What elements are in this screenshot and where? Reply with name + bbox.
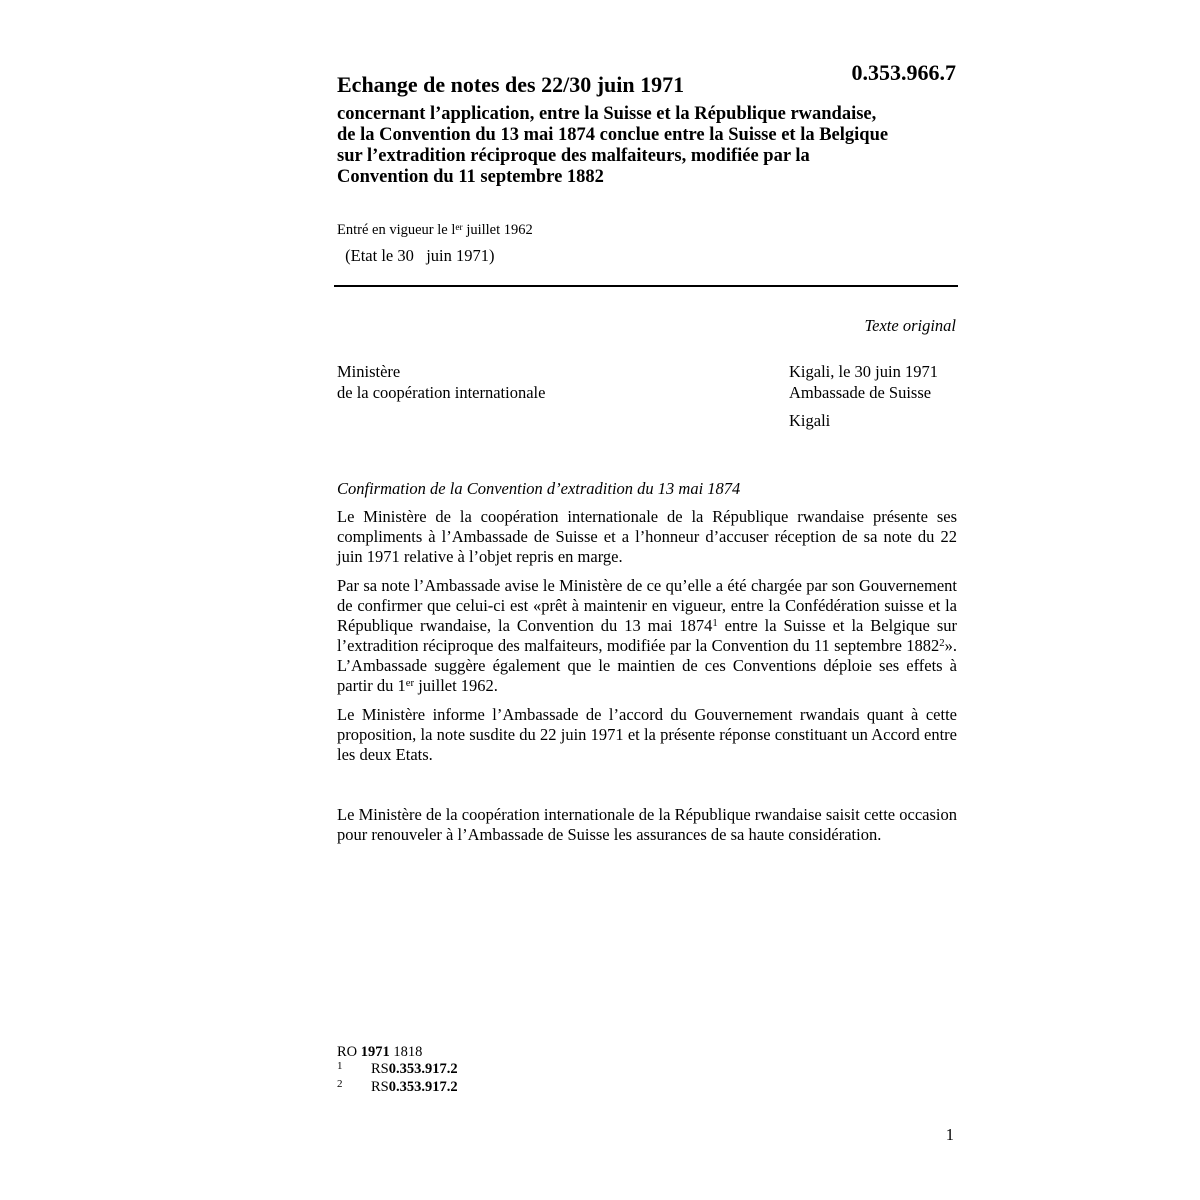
entry-into-force (337, 222, 957, 239)
status-date: (Etat le 30 juin 1971) (341, 246, 495, 265)
footnote-ref[interactable]: 0.353.917.2 (388, 1061, 458, 1077)
sender-line: Ministère (337, 362, 401, 381)
subtitle-line: concernant l’application, entre la Suisse et la République rwandaise, (337, 104, 877, 124)
footnote-prefix: RS (371, 1079, 389, 1095)
paragraph-2-text: Par sa note l’Ambassade avise le Ministère de ce qu’elle a été chargée par son Gouvernement de confirmer que celui-ci est «prêt à maintenir en vigueur, entre la Confédération suisse et la République rwandaise, la Convention du 13 mai 1874 (337, 576, 957, 635)
ro-page: 1818 (389, 1044, 423, 1060)
rs-number: 0.353.966.7 (851, 60, 956, 85)
recipient-city: Kigali (789, 411, 831, 430)
ro-reference (337, 1044, 957, 1061)
subtitle-line: de la Convention du 13 mai 1874 conclue entre la Suisse et la Belgique (337, 125, 889, 145)
paragraph-2-text: entre la Suisse et la Belgique sur l’extradition réciproque des malfaiteurs, modifiée par la Convention du 11 septembre 1882 (337, 616, 957, 655)
footnote-number: 2 (337, 1078, 343, 1090)
footnote-prefix: RS (371, 1061, 389, 1077)
subtitle-line: sur l’extradition réciproque des malfaiteurs, modifiée par la (337, 146, 810, 166)
paragraph-2-text: ». L’Ambassade suggère également que le maintien de ces Conventions déploie ses effets à partir du 1 (337, 636, 957, 695)
footnote-number: 1 (337, 1060, 343, 1072)
entry-suffix: juillet 1962 (462, 222, 533, 238)
header-divider (334, 285, 958, 287)
footnote-1 (337, 1061, 957, 1079)
subtitle-line: Convention du 11 septembre 1882 (337, 167, 604, 187)
document-title: Echange de notes des 22/30 juin 1971 (337, 72, 685, 97)
ro-year: 1971 (360, 1044, 390, 1060)
entry-prefix: Entré en vigueur le l (337, 222, 456, 238)
paragraph-4: Le Ministère de la coopération internationale de la République rwandaise saisit cette occasion pour renouveler à l’Ambassade de Suisse les assurances de sa haute considération. (337, 805, 957, 844)
page-number: 1 (945, 1125, 954, 1144)
recipient-embassy: Ambassade de Suisse (789, 383, 932, 402)
footnote-2 (337, 1079, 957, 1097)
footnotes (337, 1044, 957, 1097)
sender-line: de la coopération internationale (337, 383, 546, 402)
footnote-ref-1[interactable]: 1 (712, 617, 718, 630)
section-heading: Confirmation de la Convention d’extradition du 13 mai 1874 (337, 479, 741, 498)
ordinal-superscript: er (405, 677, 415, 690)
document-subtitle (337, 104, 957, 188)
paragraph-1: Le Ministère de la coopération internationale de la République rwandaise présente ses compliments à l’Ambassade de Suisse et a l’honneur d’accuser réception de sa note du 22 juin 1971 relative à l’objet repris en marge. (337, 507, 957, 566)
paragraph-3: Le Ministère informe l’Ambassade de l’accord du Gouvernement rwandais quant à cette proposition, la note susdite du 22 juin 1971 et la présente réponse constituant un Accord entre les deux Etats. (337, 705, 957, 764)
footnote-ref-2[interactable]: 2 (939, 637, 945, 650)
place-date: Kigali, le 30 juin 1971 (789, 362, 938, 381)
paragraph-2 (337, 576, 957, 696)
paragraph-2-text: juillet 1962. (414, 676, 498, 695)
recipient-block (789, 361, 938, 431)
footnote-ref[interactable]: 0.353.917.2 (388, 1079, 458, 1095)
entry-superscript: er (455, 222, 463, 233)
ro-prefix: RO (337, 1044, 361, 1060)
original-text-label: Texte original (864, 316, 956, 335)
